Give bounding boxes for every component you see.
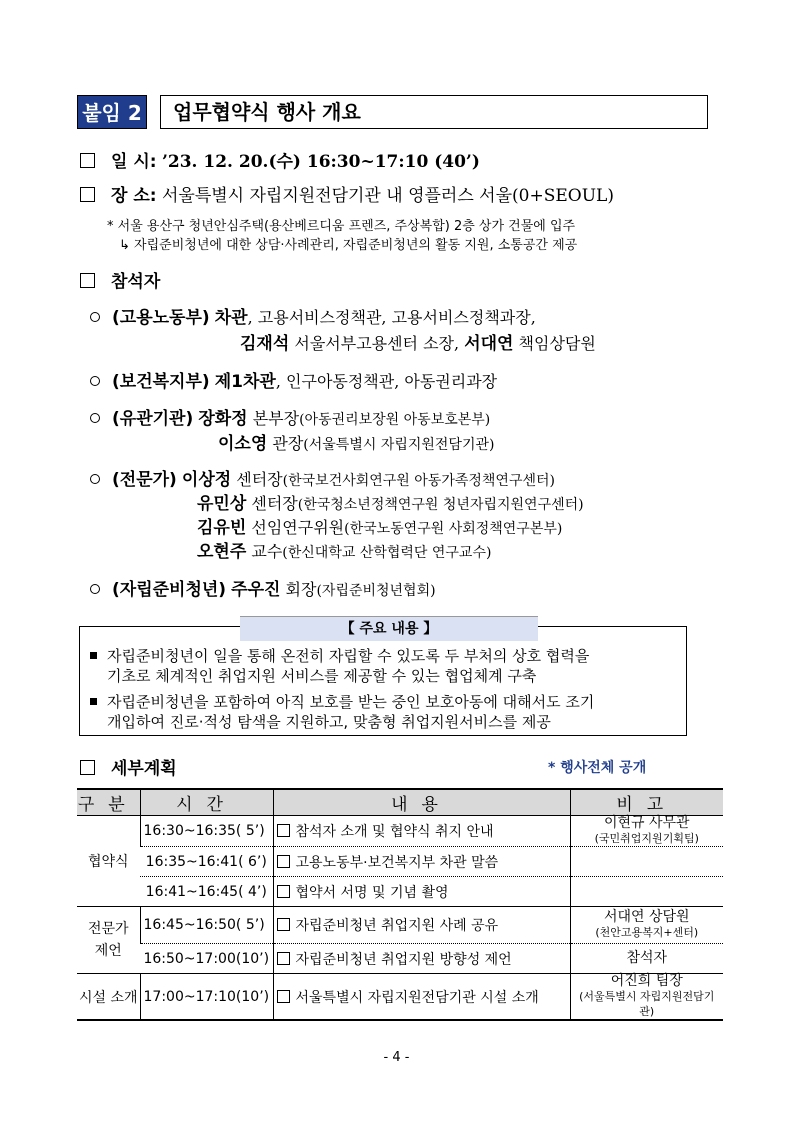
row-content: 자립준비청년 취업지원 방향성 제언: [273, 944, 570, 974]
row-content: 협약서 서명 및 기념 촬영: [273, 877, 570, 907]
attendees-group-moel-line2: 김재석 서울서부고용센터 소장, 서대연 책임상담원: [240, 334, 596, 354]
attendees-group-related-line2: 이소영 관장(서울특별시 자립지원전담기관): [218, 434, 495, 454]
circle-bullet-icon: [90, 312, 100, 322]
group-expert: 전문가 제언: [77, 907, 140, 974]
circle-bullet-icon: [90, 584, 100, 594]
row-time: 16:45~16:50( 5’): [140, 907, 273, 944]
plan-table: [77, 788, 723, 1021]
row-content: 자립준비청년 취업지원 사례 공유: [273, 907, 570, 944]
circle-bullet-icon: [90, 413, 100, 423]
date-line: [80, 147, 480, 172]
attendees-expert-4: 오현주 교수(한신대학교 산학협력단 연구교수): [197, 542, 492, 562]
group-facility: 시설 소개: [77, 974, 140, 1021]
col-header-category: 구분: [77, 789, 140, 816]
attendees-group-mohw: (보건복지부) 제1차관, 인구아동정책관, 아동권리과장: [90, 367, 497, 392]
row-content: 서울특별시 자립지원전담기관 시설 소개: [273, 974, 570, 1021]
date-value: ’23. 12. 20.(수) 16:30~17:10 (40’): [161, 152, 480, 172]
checkbox-square-icon: [277, 918, 290, 931]
row-note: 서대연 상담원 (천안고용복지+센터): [570, 907, 723, 944]
place-note-2: ↳ 자립준비청년에 대한 상담·사례관리, 자립준비청년의 활동 지원, 소통공간 제공: [119, 238, 578, 253]
col-header-time: 시간: [140, 789, 273, 816]
row-note: 이현규 사무관 (국민취업지원기획팀): [570, 816, 723, 847]
row-time: 17:00~17:10(10’): [140, 974, 273, 1021]
key-bullet-1-line-2: 기초로 체계적인 취업지원 서비스를 제공할 수 있는 협업체계 구축: [107, 667, 537, 685]
place-value: 서울특별시 자립지원전담기관 내 영플러스 서울(0+SEOUL): [161, 186, 614, 206]
table-row: [77, 944, 723, 974]
col-header-content: 내용: [273, 789, 570, 816]
attendees-expert-3: 김유빈 선임연구위원(한국노동연구원 사회정책연구본부): [197, 518, 563, 538]
row-time: 16:41~16:45( 4’): [140, 877, 273, 907]
public-note: * 행사전체 공개: [548, 760, 647, 776]
table-header-row: [77, 789, 723, 816]
checkbox-square-icon: [277, 952, 290, 965]
place-note-1: * 서울 용산구 청년안심주택(용산베르디움 프렌즈, 주상복합) 2층 상가 건물에 입주: [107, 219, 576, 234]
key-content-title: 【 주요 내용 】: [240, 616, 538, 641]
row-content: 참석자 소개 및 협약식 취지 안내: [273, 816, 570, 847]
attendees-group-related: (유관기관) 장화정 본부장(아동권리보장원 아동보호본부): [90, 404, 490, 429]
table-row: [77, 974, 723, 1021]
square-bullet-icon: [90, 652, 97, 659]
row-note: 어진희 팀장 (서울특별시 자립지원전담기관): [570, 974, 723, 1021]
place-line: [80, 181, 614, 206]
attendees-group-experts: (전문가) 이상정 센터장(한국보건사회연구원 아동가족정책연구센터): [90, 465, 555, 490]
table-row: [77, 907, 723, 944]
square-bullet-icon: [90, 698, 97, 705]
document-title: 업무협약식 행사 개요: [160, 95, 708, 129]
appendix-badge: 붙임 2: [77, 95, 147, 129]
group-signing: 협약식: [77, 816, 140, 907]
row-note: [570, 877, 723, 907]
table-row: [77, 847, 723, 877]
row-time: 16:50~17:00(10’): [140, 944, 273, 974]
checkbox-square-icon: [277, 824, 290, 837]
row-time: 16:35~16:41( 6’): [140, 847, 273, 877]
attendees-expert-2: 유민상 센터장(한국청소년정책연구원 청년자립지원연구센터): [197, 494, 584, 514]
key-bullet-2-line-2: 개입하여 진로·적성 탐색을 지원하고, 맞춤형 취업지원서비스를 제공: [107, 713, 551, 731]
place-label: 장 소:: [111, 186, 157, 206]
key-bullet-2-line-1: 자립준비청년을 포함하여 아직 보호를 받는 중인 보호아동에 대해서도 조기: [90, 691, 594, 712]
row-content: 고용노동부·보건복지부 차관 말씀: [273, 847, 570, 877]
row-note: 참석자: [570, 944, 723, 974]
attendees-group-moel: (고용노동부) 차관, 고용서비스정책관, 고용서비스정책과장,: [90, 303, 536, 328]
checkbox-square-icon: [80, 153, 95, 168]
table-row: [77, 877, 723, 907]
date-label: 일 시:: [111, 152, 157, 172]
table-row: [77, 816, 723, 847]
circle-bullet-icon: [90, 376, 100, 386]
checkbox-square-icon: [277, 855, 290, 868]
checkbox-square-icon: [80, 760, 95, 775]
checkbox-square-icon: [80, 273, 95, 288]
attendees-group-youth: (자립준비청년) 주우진 회장(자립준비청년협회): [90, 575, 436, 600]
col-header-note: 비고: [570, 789, 723, 816]
checkbox-square-icon: [277, 990, 290, 1003]
page-number: - 4 -: [383, 1050, 410, 1065]
attendees-header: 참석자: [80, 267, 160, 292]
row-note: [570, 847, 723, 877]
checkbox-square-icon: [80, 187, 95, 202]
key-bullet-1-line-1: 자립준비청년이 일을 통해 온전히 자립할 수 있도록 두 부처의 상호 협력을: [90, 645, 589, 666]
row-time: 16:30~16:35( 5’): [140, 816, 273, 847]
checkbox-square-icon: [277, 885, 290, 898]
plan-header: 세부계획: [80, 754, 177, 779]
circle-bullet-icon: [90, 474, 100, 484]
